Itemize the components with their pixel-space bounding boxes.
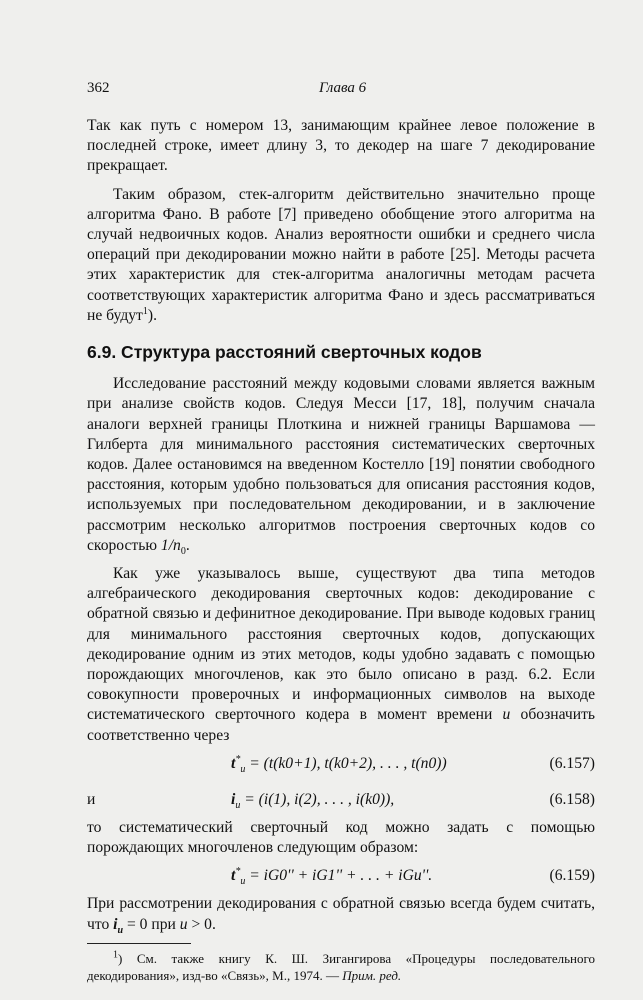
equation-6-158-number: (6.158) (549, 790, 595, 808)
footnote-divider (87, 943, 191, 944)
equation-6-159 (87, 858, 595, 894)
equation-6-159-formula: $t^*_u = iG0'' + iG1''$ + . . . + iGu''. (231, 866, 433, 888)
equation-6-159-number: (6.159) (549, 867, 595, 885)
paragraph-6: При рассмотрении декодирования с обратной связью всегда будем считать, что $i_u = 0$ при u > 0. (87, 895, 595, 936)
paragraph-3: Исследование расстояний между кодовыми словами является важным при анализе свойств кодов. Следуя Месси [17, 18], получим сначала аналоги верхней границы Плоткина и нижней границы Варшамова — Гилберта для минимального расстояния систематических сверточных кодов. Далее остановимся на введенном Костелло [19] понятии свободного расстояния, которым удобно пользоваться для описания расстояния кодов, используемых при последовательном декодировании, и в заключение рассмотрим несколько алгоритмов построения сверточных кодов со скоростью $1/n_0$. (87, 375, 595, 557)
footnote-ref: 1 (142, 305, 148, 317)
and-word: и (87, 790, 96, 808)
equation-6-158-formula: $i_u = (i(1)$, i(2), . . . , i(k0)), (231, 790, 395, 811)
paragraph-4: Как уже указывалось выше, существуют два типа методов алгебраического декодирования сверточных кодов: декодирование с обратной связью и дефинитное декодирование. При выводе кодовых границ для минимального расстояния сверточных кодов, допускающих декодирование одним из этих методов, коды удобно задавать с помощью порождающих многочленов, как это было описано в разд. 6.2. Если совокупности проверочных и информационных символов на выходе систематического сверточного кодера в момент времени u обозначить соответственно через (87, 565, 595, 744)
paragraph-5: то систематический сверточный код можно задать с помощью порождающих многочленов следующим образом: (87, 818, 595, 857)
section-title: 6.9. Структура расстояний сверточных кодов (87, 342, 482, 363)
paragraph-2: Таким образом, стек-алгоритм действительно значительно проще алгоритма Фано. В работе [7] приведено обобщение этого алгоритма на случай недвоичных кодов. Анализ вероятности ошибки и среднего числа операций при декодировании можно найти в работе [25]. Методы расчета этих характеристик для стек-алгоритма аналогичны методам расчета соответствующих характеристик алгоритма Фано и здесь рассматриваться не будут$^1$). (87, 185, 595, 324)
paragraph-2-text: стек-алгоритм действительно значительно проще алгоритма Фано. В работе [7] приведено обобщение этого алгоритма на случай недвоичных кодов. Анализ вероятности ошибки и среднего числа операций при декодировании можно найти в работе [25]. Методы расчета этих характеристик для стек-алгоритма аналогичны методам расчета соответствующих характеристик алгоритма Фано и здесь рассматриваться не будут (87, 185, 595, 324)
footnote: $^1$) См. также книгу К. Ш. Зигангирова «Процедуры последовательного декодирования», изд-во «Связь», М., 1974. — Прим. ред. (87, 949, 595, 983)
page-body (87, 116, 595, 984)
running-header (87, 80, 595, 100)
editor-note: Прим. ред. (342, 967, 402, 983)
page-number: 362 (87, 80, 110, 96)
paragraph-2-lead: Таким образом, (113, 185, 226, 203)
equation-6-157-number: (6.157) (549, 754, 595, 772)
chapter-title: Глава 6 (319, 80, 367, 96)
equation-6-157-formula: $t^*_u = (t(k0+1)$, t(k0+2), . . . , t(n0)) (231, 753, 447, 775)
equation-6-157 (87, 746, 595, 782)
equation-6-158 (87, 782, 595, 818)
paragraph-1: Так как путь с номером 13, занимающим крайнее левое положение в последней строке, имеет длину 3, то декодер на шаге 7 декодирование прекращает. (87, 117, 595, 175)
